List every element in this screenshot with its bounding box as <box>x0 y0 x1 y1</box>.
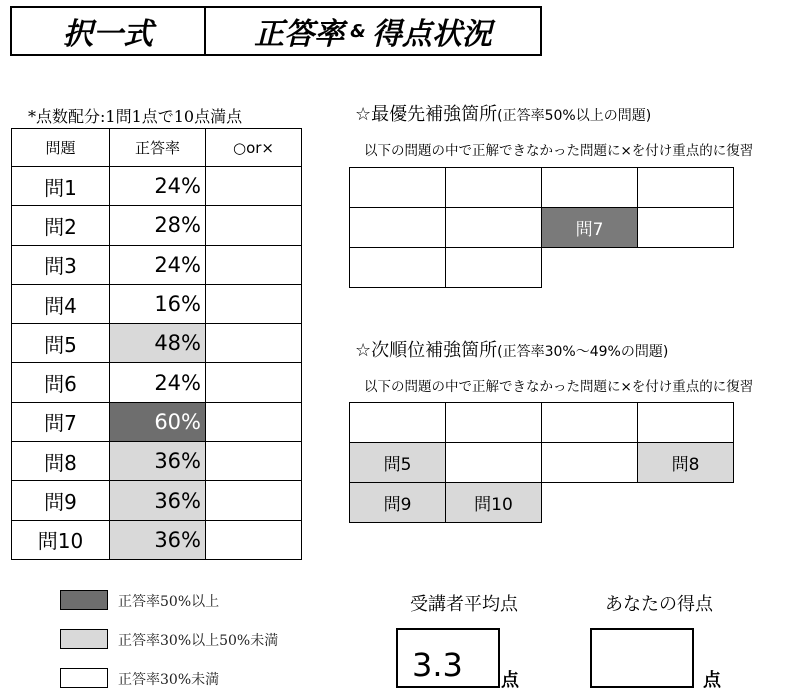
question-number: 問9 <box>12 481 110 520</box>
correct-rate: 36% <box>110 520 206 559</box>
score-table <box>11 128 302 560</box>
legend-swatch-high <box>60 590 108 610</box>
correct-rate: 36% <box>110 442 206 481</box>
your-score-label: あなたの得点 <box>605 594 713 615</box>
table-row <box>12 402 302 441</box>
review-empty-cell[interactable] <box>637 207 734 248</box>
answer-mark-cell[interactable] <box>206 520 302 559</box>
average-score-box <box>396 628 500 688</box>
review-empty-cell[interactable] <box>349 167 446 208</box>
answer-mark-cell[interactable] <box>206 167 302 206</box>
review-empty-cell[interactable] <box>445 442 542 483</box>
answer-mark-cell[interactable] <box>206 245 302 284</box>
review-empty-cell[interactable] <box>349 402 446 443</box>
legend-swatch-low <box>60 668 108 688</box>
review-empty-cell[interactable] <box>541 167 638 208</box>
secondary-section-title <box>355 336 668 362</box>
secondary-title: ☆次順位補強箇所 <box>355 340 498 361</box>
review-question-cell[interactable]: 問9 <box>349 482 446 523</box>
review-empty-cell[interactable] <box>637 402 734 443</box>
review-question-cell[interactable]: 問5 <box>349 442 446 483</box>
table-row <box>12 206 302 245</box>
answer-mark-cell[interactable] <box>206 442 302 481</box>
title-exam-type: 択一式 <box>12 8 206 54</box>
answer-mark-cell[interactable] <box>206 324 302 363</box>
question-number: 問3 <box>12 245 110 284</box>
question-number: 問7 <box>12 402 110 441</box>
correct-rate: 60% <box>110 402 206 441</box>
correct-rate: 24% <box>110 363 206 402</box>
review-empty-cell[interactable] <box>445 247 542 288</box>
review-empty-cell[interactable] <box>541 442 638 483</box>
legend-swatch-mid <box>60 629 108 649</box>
secondary-title-note: (正答率30%～49%の問題) <box>497 344 669 360</box>
review-question-cell[interactable]: 問10 <box>445 482 542 523</box>
review-empty-cell[interactable] <box>445 207 542 248</box>
review-empty-cell[interactable] <box>445 167 542 208</box>
correct-rate: 36% <box>110 481 206 520</box>
points-note: *点数配分:1問1点で10点満点 <box>28 107 243 126</box>
title-part-score: 得点状況 <box>371 17 492 52</box>
priority-title-note: (正答率50%以上の問題) <box>497 108 652 124</box>
priority-grid <box>349 167 733 287</box>
title-ampersand: & <box>350 20 366 42</box>
table-row <box>12 245 302 284</box>
review-question-cell[interactable]: 問7 <box>541 207 638 248</box>
priority-instruction: 以下の問題の中で正解できなかった問題に×を付け重点的に復習 <box>364 143 754 159</box>
your-score-unit: 点 <box>703 670 721 691</box>
question-number: 問2 <box>12 206 110 245</box>
review-question-cell[interactable]: 問8 <box>637 442 734 483</box>
legend-label-low: 正答率30%未満 <box>118 672 220 688</box>
review-empty-cell[interactable] <box>445 402 542 443</box>
title-box <box>10 6 542 56</box>
correct-rate: 24% <box>110 245 206 284</box>
table-row <box>12 324 302 363</box>
question-number: 問1 <box>12 167 110 206</box>
answer-mark-cell[interactable] <box>206 481 302 520</box>
legend-label-high: 正答率50%以上 <box>118 594 220 610</box>
review-empty-cell[interactable] <box>349 207 446 248</box>
average-unit: 点 <box>501 670 519 691</box>
header-rate: 正答率 <box>110 129 206 167</box>
priority-title: ☆最優先補強箇所 <box>355 104 498 125</box>
correct-rate: 48% <box>110 324 206 363</box>
average-label: 受講者平均点 <box>410 594 518 615</box>
answer-mark-cell[interactable] <box>206 284 302 323</box>
question-number: 問5 <box>12 324 110 363</box>
review-empty-cell[interactable] <box>637 167 734 208</box>
secondary-grid <box>349 402 733 522</box>
correct-rate: 24% <box>110 167 206 206</box>
legend-label-mid: 正答率30%以上50%未満 <box>118 633 279 649</box>
title-heading <box>206 8 540 54</box>
priority-section-title <box>355 100 651 126</box>
correct-rate: 28% <box>110 206 206 245</box>
table-row <box>12 167 302 206</box>
answer-mark-cell[interactable] <box>206 206 302 245</box>
header-question: 問題 <box>12 129 110 167</box>
header-mark: ○or× <box>206 129 302 167</box>
correct-rate: 16% <box>110 284 206 323</box>
table-row <box>12 284 302 323</box>
title-part-rate: 正答率 <box>254 17 345 52</box>
review-empty-cell[interactable] <box>541 402 638 443</box>
question-number: 問4 <box>12 284 110 323</box>
answer-mark-cell[interactable] <box>206 363 302 402</box>
table-header-row <box>12 129 302 167</box>
question-number: 問6 <box>12 363 110 402</box>
question-number: 問10 <box>12 520 110 559</box>
answer-mark-cell[interactable] <box>206 402 302 441</box>
review-empty-cell[interactable] <box>349 247 446 288</box>
secondary-instruction: 以下の問題の中で正解できなかった問題に×を付け重点的に復習 <box>364 379 754 395</box>
your-score-input-box[interactable] <box>590 628 694 688</box>
average-score-value: 3.3 <box>412 646 463 684</box>
table-row <box>12 442 302 481</box>
table-row <box>12 363 302 402</box>
table-row <box>12 520 302 559</box>
table-row <box>12 481 302 520</box>
question-number: 問8 <box>12 442 110 481</box>
